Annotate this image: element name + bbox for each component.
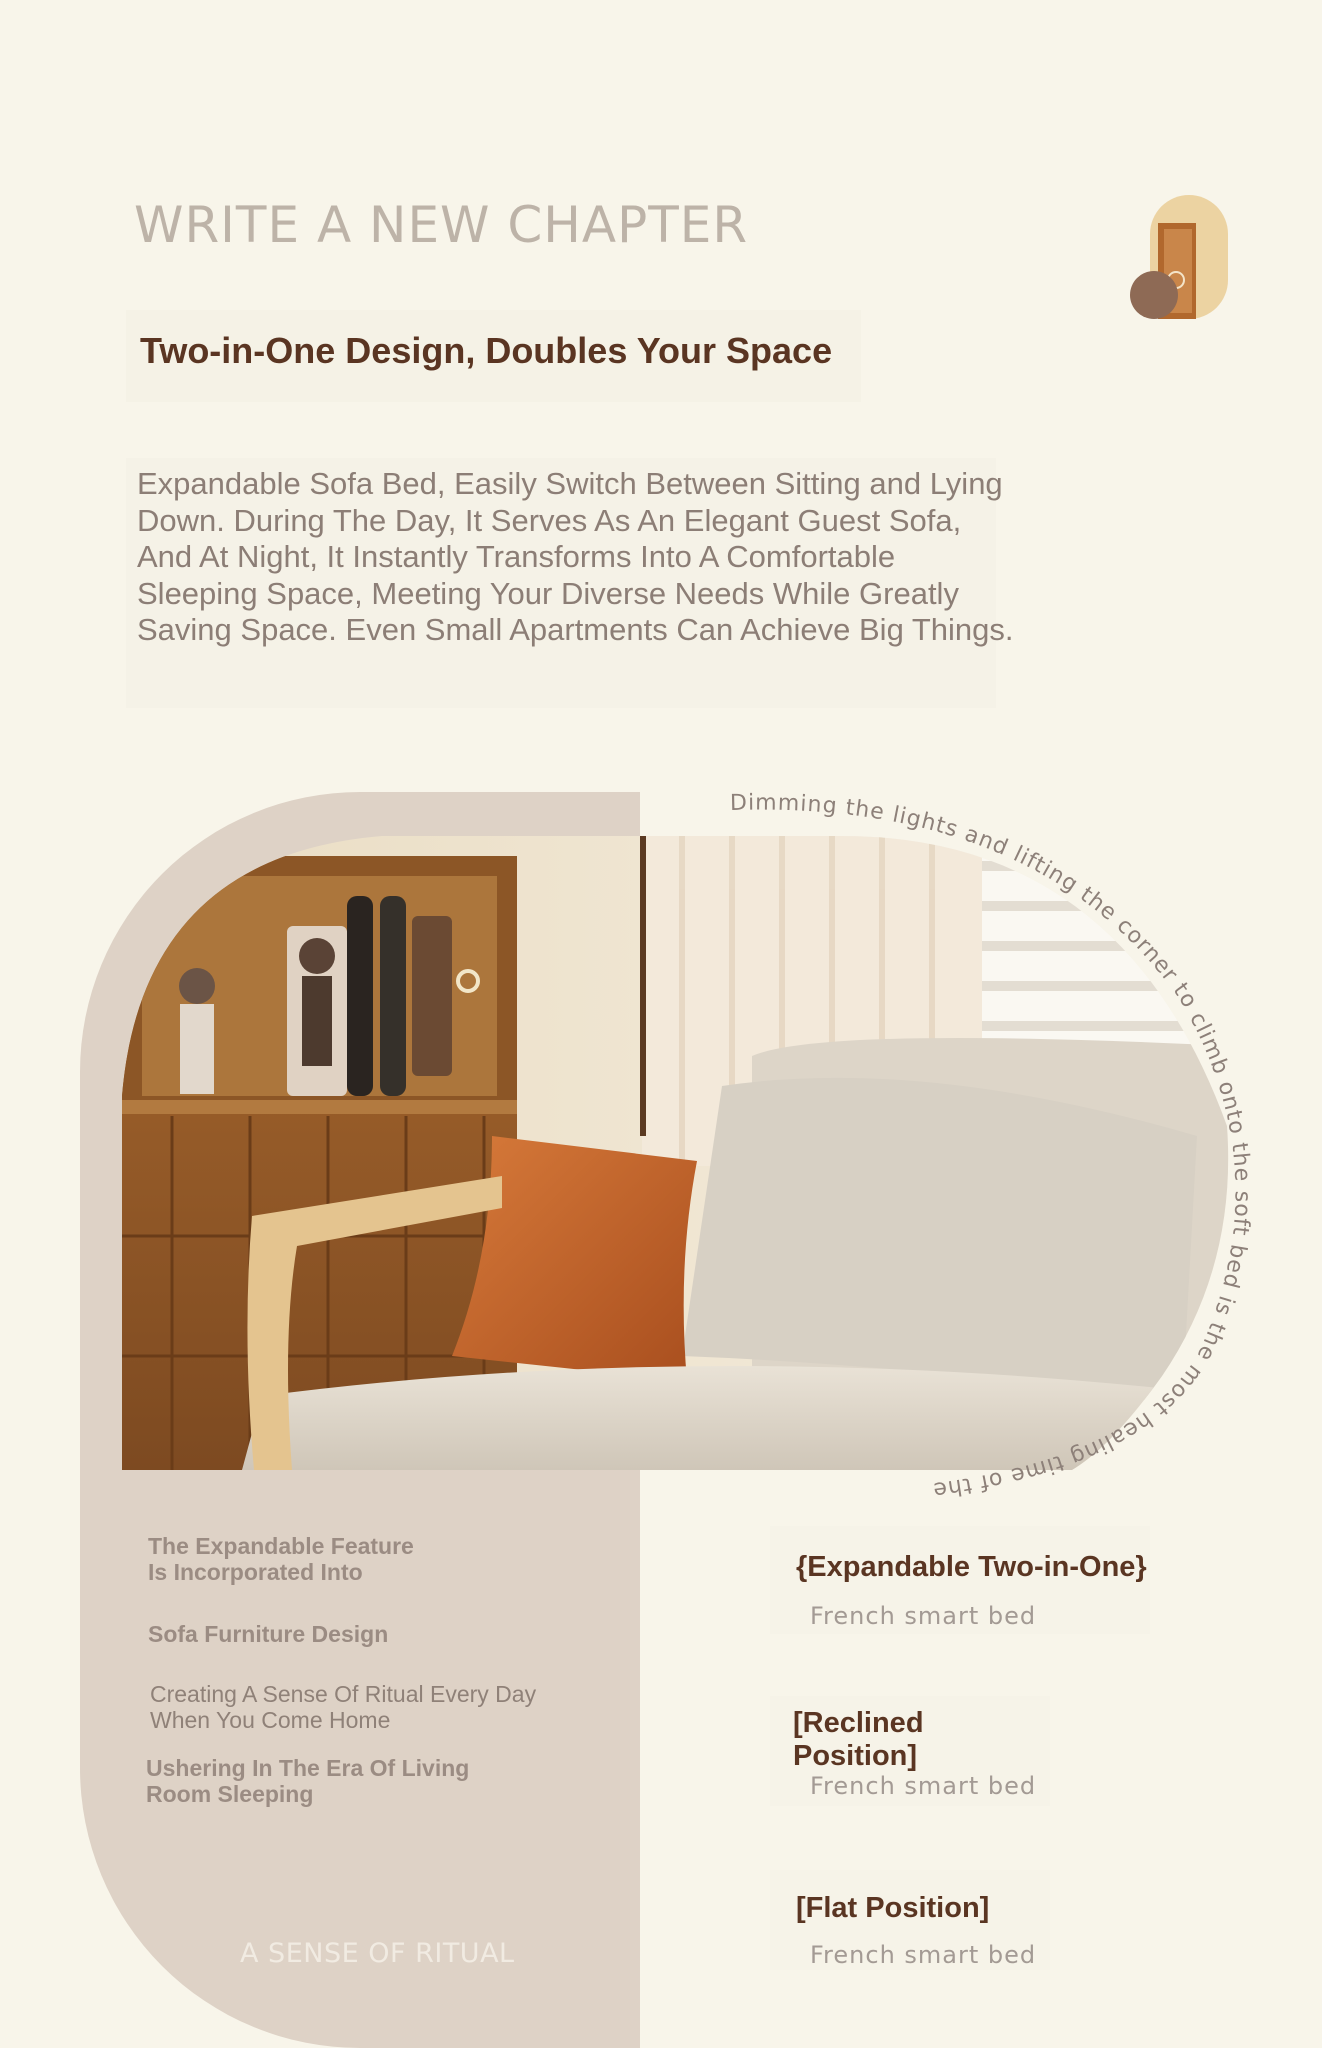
position-2-title-line1: [Reclined (793, 1707, 924, 1739)
description: Expandable Sofa Bed, Easily Switch Between Sitting and Lying Down. During The Day, It Serves As An Elegant Guest Sofa, And At Night, It Instantly Transforms Into A Comfortable Sleeping Space, Meeting Your Diverse Needs While Greatly Saving Space. Even Small Apartments Can Achieve Big Things. (137, 466, 1014, 647)
chapter-title: WRITE A NEW CHAPTER (134, 196, 749, 254)
feature-1-line2: Is Incorporated Into (148, 1559, 363, 1585)
curved-caption-text: Dimming the lights and lifting the corner to climb onto the soft bed is the most healing time of the (729, 790, 1255, 1503)
feature-4-line1: Ushering In The Era Of Living (146, 1755, 470, 1781)
position-2-subtitle: French smart bed (810, 1772, 1037, 1800)
feature-3-line2: When You Come Home (150, 1707, 391, 1733)
feature-3-line1: Creating A Sense Of Ritual Every Day (150, 1681, 537, 1707)
feature-1-line1: The Expandable Feature (148, 1533, 414, 1559)
position-3-subtitle: French smart bed (810, 1941, 1037, 1969)
headline: Two-in-One Design, Doubles Your Space (140, 330, 833, 371)
position-3-title: [Flat Position] (796, 1892, 990, 1924)
svg-text:Dimming the lights and lifting (700, 770, 1255, 1503)
position-1-title: {Expandable Two-in-One} (796, 1551, 1147, 1583)
position-2-title-line2: Position] (793, 1740, 918, 1772)
feature-4-line2: Room Sleeping (146, 1781, 314, 1807)
feature-2: Sofa Furniture Design (148, 1621, 389, 1647)
curved-caption (700, 770, 1300, 1530)
position-1-subtitle: French smart bed (810, 1602, 1037, 1630)
door-icon (1130, 195, 1228, 319)
ritual-footer: A SENSE OF RITUAL (240, 1938, 515, 1969)
